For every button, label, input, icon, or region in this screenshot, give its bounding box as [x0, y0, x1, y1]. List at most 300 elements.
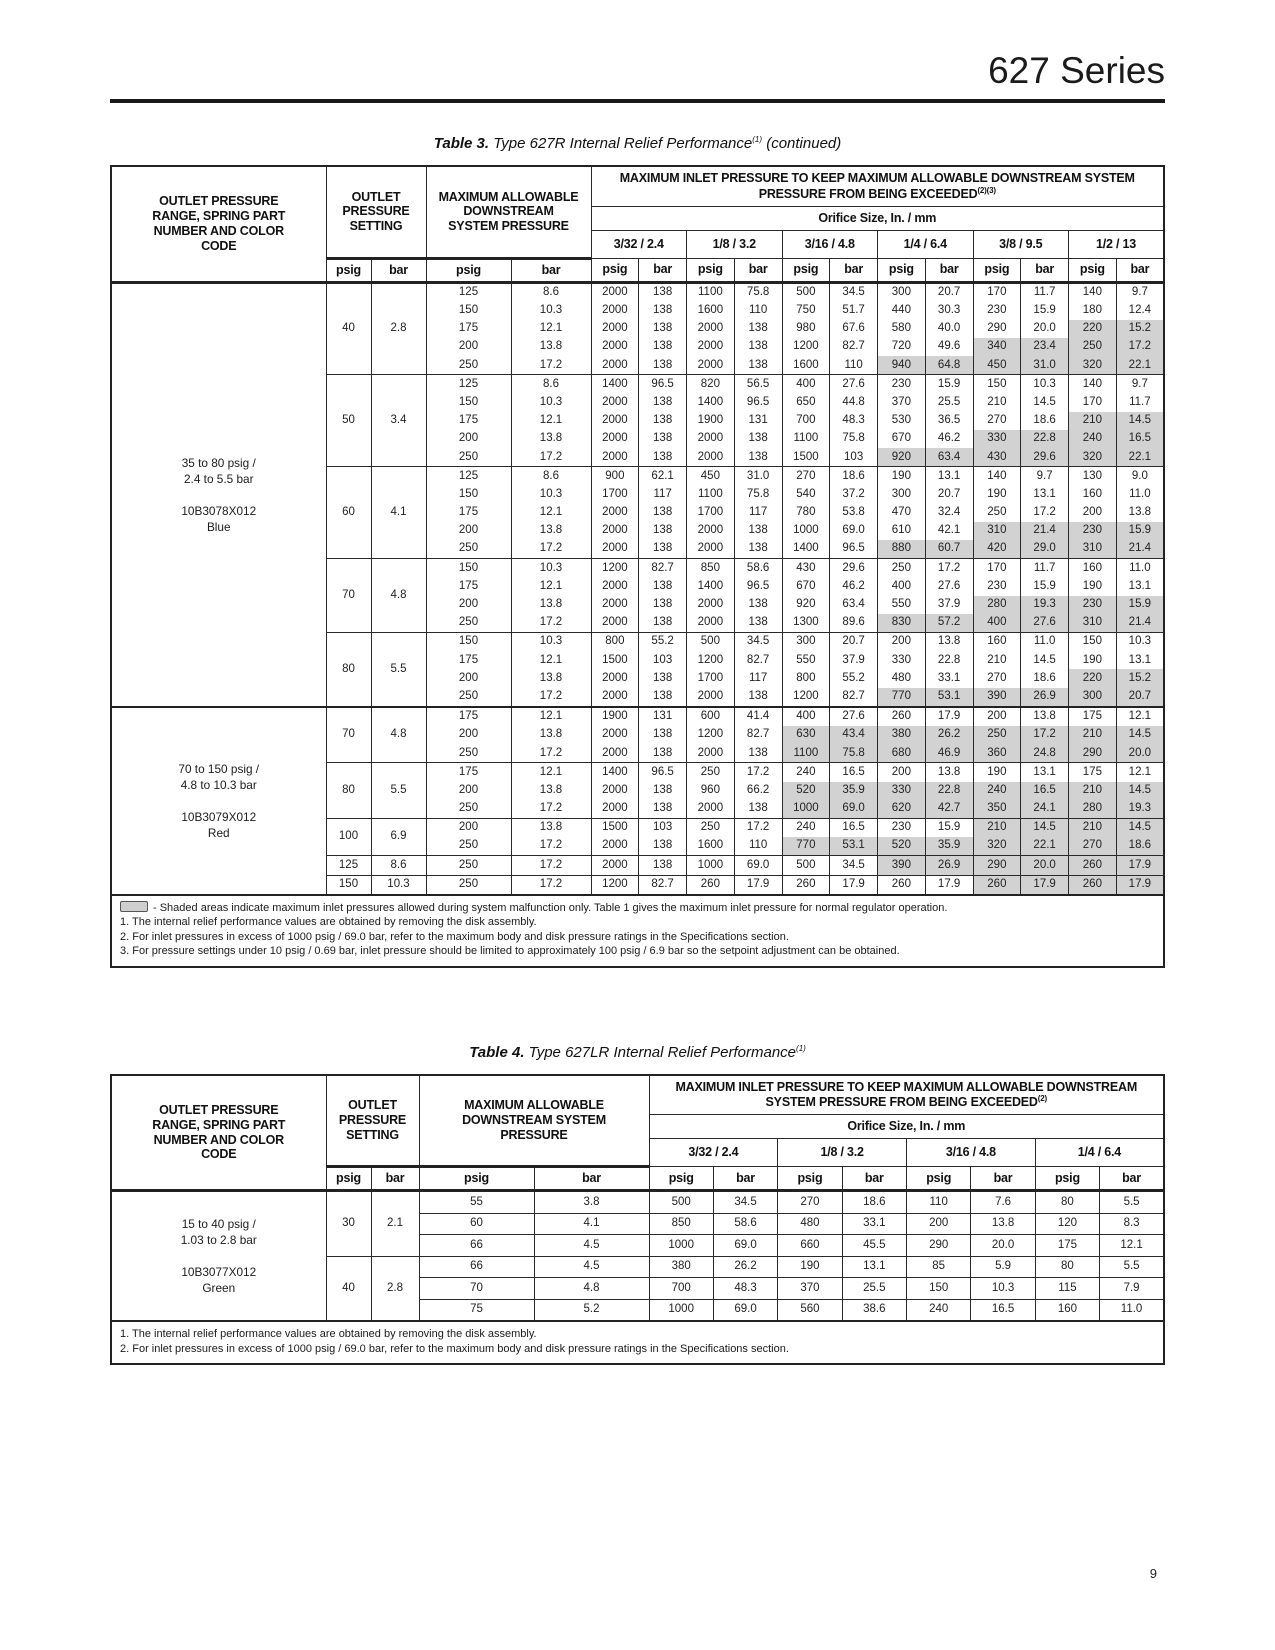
unit-header-bar: bar: [842, 1167, 906, 1191]
inlet-value-cell: 500: [782, 856, 830, 875]
inlet-value-cell: 18.6: [1116, 837, 1164, 856]
inlet-value-cell: 34.5: [830, 282, 878, 302]
inlet-value-cell: 64.8: [925, 356, 973, 375]
inlet-value-cell: 550: [878, 596, 926, 614]
madsp-psig-cell: 60: [419, 1213, 534, 1235]
madsp-bar-cell: 17.2: [511, 875, 591, 895]
inlet-value-cell: 103: [830, 448, 878, 467]
unit-header-psig: psig: [591, 258, 639, 282]
inlet-value-cell: 260: [687, 875, 735, 895]
shaded-area-legend: [120, 901, 1155, 916]
table4-caption-number: Table 4.: [469, 1043, 525, 1061]
inlet-value-cell: 46.9: [925, 744, 973, 763]
madsp-bar-cell: 13.8: [511, 430, 591, 448]
inlet-value-cell: 400: [878, 578, 926, 596]
inlet-value-cell: 160: [1035, 1299, 1099, 1321]
unit-header-psig: psig: [326, 1167, 371, 1191]
inlet-value-cell: 210: [1069, 782, 1117, 800]
outlet-range-line: 2.4 to 5.5 bar: [183, 471, 254, 486]
madsp-psig-cell: 150: [426, 633, 511, 652]
inlet-value-cell: 940: [878, 356, 926, 375]
inlet-value-cell: 300: [878, 282, 926, 302]
inlet-value-cell: 34.5: [734, 633, 782, 652]
inlet-value-cell: 115: [1035, 1278, 1099, 1300]
setting-psig-cell: 100: [326, 818, 371, 855]
inlet-value-cell: 80: [1035, 1256, 1099, 1278]
inlet-value-cell: 2000: [687, 596, 735, 614]
inlet-value-cell: 22.1: [1116, 356, 1164, 375]
inlet-value-cell: 16.5: [1021, 782, 1069, 800]
inlet-value-cell: 1200: [782, 338, 830, 356]
unit-header-psig: psig: [1069, 258, 1117, 282]
inlet-value-cell: 160: [1069, 486, 1117, 504]
madsp-bar-cell: 13.8: [511, 669, 591, 687]
setting-psig-cell: 40: [326, 1256, 371, 1321]
inlet-value-cell: 55.2: [639, 633, 687, 652]
inlet-value-cell: 69.0: [713, 1235, 777, 1257]
inlet-value-cell: 138: [734, 356, 782, 375]
unit-header-bar: bar: [1021, 258, 1069, 282]
orifice-header-cell: 1/4 / 6.4: [1035, 1139, 1164, 1167]
column-header-outlet-range: OUTLET PRESSURE RANGE, SPRING PART NUMBER AND COLOR CODE: [111, 166, 326, 282]
inlet-value-cell: 138: [734, 596, 782, 614]
setting-bar-cell: 5.5: [371, 633, 426, 707]
inlet-value-cell: 138: [639, 856, 687, 875]
inlet-value-cell: 1600: [687, 837, 735, 856]
inlet-value-cell: 190: [973, 763, 1021, 782]
outlet-range-line: 1.03 to 2.8 bar: [180, 1233, 257, 1248]
inlet-value-cell: 138: [639, 614, 687, 633]
inlet-value-cell: 2000: [687, 320, 735, 338]
setting-psig-cell: 30: [326, 1191, 371, 1257]
madsp-bar-cell: 10.3: [511, 559, 591, 578]
inlet-value-cell: 22.1: [1021, 837, 1069, 856]
outlet-range-line: 70 to 150 psig /: [178, 761, 260, 776]
inlet-value-cell: 430: [973, 448, 1021, 467]
inlet-value-cell: 2000: [591, 356, 639, 375]
madsp-psig-cell: 175: [426, 578, 511, 596]
inlet-value-cell: 320: [973, 837, 1021, 856]
inlet-value-cell: 1000: [649, 1235, 713, 1257]
orifice-header-cell: 1/8 / 3.2: [778, 1139, 907, 1167]
unit-header-psig: psig: [649, 1167, 713, 1191]
inlet-value-cell: 75.8: [734, 486, 782, 504]
inlet-value-cell: 38.6: [842, 1299, 906, 1321]
inlet-value-cell: 53.1: [830, 837, 878, 856]
column-header-madsp: MAXIMUM ALLOWABLE DOWNSTREAM SYSTEM PRESSURE: [426, 166, 591, 258]
inlet-value-cell: 96.5: [734, 394, 782, 412]
inlet-value-cell: 138: [639, 320, 687, 338]
inlet-value-cell: 400: [973, 614, 1021, 633]
table4-caption-text: Type 627LR Internal Relief Performance: [524, 1043, 797, 1061]
inlet-value-cell: 13.1: [1116, 578, 1164, 596]
inlet-value-cell: 15.9: [1116, 596, 1164, 614]
madsp-bar-cell: 12.1: [511, 707, 591, 726]
inlet-value-cell: 117: [734, 669, 782, 687]
inlet-value-cell: 55.2: [830, 669, 878, 687]
inlet-value-cell: 280: [1069, 800, 1117, 819]
madsp-bar-cell: 3.8: [534, 1191, 649, 1214]
inlet-value-cell: 190: [973, 486, 1021, 504]
inlet-value-cell: 14.5: [1116, 818, 1164, 837]
inlet-value-cell: 380: [649, 1256, 713, 1278]
inlet-value-cell: 7.9: [1100, 1278, 1164, 1300]
inlet-value-cell: 138: [639, 726, 687, 744]
inlet-value-cell: 29.6: [830, 559, 878, 578]
inlet-value-cell: 138: [639, 356, 687, 375]
inlet-value-cell: 16.5: [830, 818, 878, 837]
inlet-value-cell: 830: [878, 614, 926, 633]
inlet-value-cell: 2000: [591, 338, 639, 356]
setting-psig-cell: 60: [326, 467, 371, 559]
inlet-value-cell: 370: [878, 394, 926, 412]
inlet-value-cell: 26.9: [1021, 688, 1069, 707]
madsp-bar-cell: 4.8: [534, 1278, 649, 1300]
inlet-value-cell: 138: [734, 338, 782, 356]
inlet-value-cell: 2000: [591, 800, 639, 819]
label-spacer: [112, 1248, 326, 1264]
inlet-value-cell: 2000: [591, 412, 639, 430]
inlet-value-cell: 250: [973, 726, 1021, 744]
madsp-psig-cell: 175: [426, 320, 511, 338]
inlet-value-cell: 82.7: [830, 688, 878, 707]
inlet-value-cell: 120: [1035, 1213, 1099, 1235]
inlet-value-cell: 670: [782, 578, 830, 596]
inlet-value-cell: 500: [649, 1191, 713, 1214]
inlet-value-cell: 1000: [782, 800, 830, 819]
footnote-line: 3. For pressure settings under 10 psig / 0.69 bar, inlet pressure should be limited to approximately 100 psig / 6.9 bar so the setpoint adjustment can be obtained.: [120, 945, 900, 958]
inlet-value-cell: 2000: [591, 596, 639, 614]
inlet-value-cell: 63.4: [925, 448, 973, 467]
madsp-bar-cell: 13.8: [511, 818, 591, 837]
inlet-value-cell: 110: [734, 302, 782, 320]
inlet-value-cell: 2000: [591, 669, 639, 687]
inlet-value-cell: 700: [782, 412, 830, 430]
madsp-psig-cell: 200: [426, 726, 511, 744]
inlet-value-cell: 310: [1069, 540, 1117, 559]
inlet-value-cell: 49.6: [925, 338, 973, 356]
inlet-value-cell: 800: [591, 633, 639, 652]
madsp-bar-cell: 8.6: [511, 375, 591, 394]
inlet-value-cell: 138: [639, 540, 687, 559]
inlet-value-cell: 250: [687, 763, 735, 782]
inlet-value-cell: 31.0: [1021, 356, 1069, 375]
inlet-value-cell: 82.7: [830, 338, 878, 356]
madsp-psig-cell: 150: [426, 302, 511, 320]
footnote-line: 2. For inlet pressures in excess of 1000 psig / 69.0 bar, refer to the maximum body and disk pressure ratings in the Specifications section.: [120, 930, 789, 943]
inlet-value-cell: 2000: [687, 522, 735, 540]
inlet-value-cell: 230: [1069, 522, 1117, 540]
madsp-psig-cell: 125: [426, 375, 511, 394]
inlet-value-cell: 390: [973, 688, 1021, 707]
inlet-value-cell: 138: [639, 837, 687, 856]
madsp-psig-cell: 250: [426, 837, 511, 856]
inlet-value-cell: 20.0: [1116, 744, 1164, 763]
inlet-value-cell: 520: [782, 782, 830, 800]
inlet-value-cell: 980: [782, 320, 830, 338]
inlet-value-cell: 1600: [782, 356, 830, 375]
spring-part-number: 10B3079X012: [181, 809, 257, 824]
inlet-value-cell: 330: [973, 430, 1021, 448]
inlet-value-cell: 290: [973, 320, 1021, 338]
inlet-value-cell: 110: [907, 1191, 971, 1214]
inlet-value-cell: 2000: [591, 522, 639, 540]
inlet-value-cell: 13.8: [925, 633, 973, 652]
madsp-psig-cell: 200: [426, 522, 511, 540]
inlet-value-cell: 117: [639, 486, 687, 504]
inlet-value-cell: 41.4: [734, 707, 782, 726]
inlet-value-cell: 650: [782, 394, 830, 412]
spring-color-code: Red: [207, 825, 230, 840]
spring-color-code: Blue: [206, 519, 231, 534]
madsp-bar-cell: 8.6: [511, 282, 591, 302]
inlet-value-cell: 11.0: [1116, 486, 1164, 504]
inlet-value-cell: 15.9: [1021, 578, 1069, 596]
inlet-value-cell: 2000: [591, 726, 639, 744]
inlet-value-cell: 150: [907, 1278, 971, 1300]
madsp-bar-cell: 17.2: [511, 800, 591, 819]
inlet-value-cell: 270: [1069, 837, 1117, 856]
inlet-value-cell: 24.8: [1021, 744, 1069, 763]
setting-psig-cell: 80: [326, 633, 371, 707]
madsp-bar-cell: 4.1: [534, 1213, 649, 1235]
inlet-value-cell: 270: [973, 669, 1021, 687]
inlet-value-cell: 2000: [591, 614, 639, 633]
madsp-bar-cell: 17.2: [511, 688, 591, 707]
madsp-bar-cell: 13.8: [511, 338, 591, 356]
madsp-bar-cell: 17.2: [511, 837, 591, 856]
inlet-value-cell: 14.5: [1021, 818, 1069, 837]
inlet-value-cell: 180: [1069, 302, 1117, 320]
inlet-value-cell: 680: [878, 744, 926, 763]
inlet-value-cell: 138: [734, 800, 782, 819]
table3-caption-number: Table 3.: [433, 135, 490, 152]
inlet-value-cell: 200: [907, 1213, 971, 1235]
inlet-value-cell: 550: [782, 651, 830, 669]
inlet-value-cell: 1500: [591, 818, 639, 837]
inlet-value-cell: 7.6: [971, 1191, 1035, 1214]
inlet-value-cell: 96.5: [734, 578, 782, 596]
inlet-value-cell: 260: [1069, 856, 1117, 875]
inlet-value-cell: 200: [878, 633, 926, 652]
orifice-header-cell: 3/32 / 2.4: [591, 230, 687, 258]
inlet-value-cell: 10.3: [1116, 633, 1164, 652]
inlet-value-cell: 138: [639, 504, 687, 522]
inlet-value-cell: 18.6: [1021, 412, 1069, 430]
table-footnotes: [111, 895, 1164, 967]
madsp-psig-cell: 250: [426, 356, 511, 375]
inlet-value-cell: 2000: [591, 394, 639, 412]
inlet-value-cell: 16.5: [830, 763, 878, 782]
range-label-cell: [111, 707, 326, 895]
inlet-value-cell: 27.6: [830, 375, 878, 394]
inlet-value-cell: 1700: [687, 504, 735, 522]
inlet-value-cell: 500: [687, 633, 735, 652]
setting-bar-cell: 10.3: [371, 875, 426, 895]
inlet-value-cell: 2000: [591, 448, 639, 467]
inlet-value-cell: 230: [878, 375, 926, 394]
table4-internal-relief-performance: [110, 1074, 1165, 1366]
unit-header-bar: bar: [830, 258, 878, 282]
inlet-value-cell: 250: [878, 559, 926, 578]
madsp-bar-cell: 17.2: [511, 744, 591, 763]
unit-header-psig: psig: [973, 258, 1021, 282]
inlet-value-cell: 230: [1069, 596, 1117, 614]
unit-header-bar: bar: [734, 258, 782, 282]
inlet-value-cell: 1000: [649, 1299, 713, 1321]
inlet-value-cell: 260: [878, 707, 926, 726]
inlet-value-cell: 2000: [591, 688, 639, 707]
madsp-psig-cell: 66: [419, 1235, 534, 1257]
inlet-value-cell: 2000: [687, 430, 735, 448]
inlet-value-cell: 138: [639, 282, 687, 302]
setting-psig-cell: 40: [326, 282, 371, 375]
madsp-psig-cell: 200: [426, 669, 511, 687]
inlet-value-cell: 27.6: [1021, 614, 1069, 633]
madsp-bar-cell: 13.8: [511, 782, 591, 800]
inlet-value-cell: 175: [1069, 707, 1117, 726]
madsp-psig-cell: 200: [426, 430, 511, 448]
inlet-value-cell: 820: [687, 375, 735, 394]
inlet-value-cell: 20.7: [925, 486, 973, 504]
inlet-value-cell: 66.2: [734, 782, 782, 800]
inlet-value-cell: 2000: [591, 320, 639, 338]
madsp-bar-cell: 10.3: [511, 486, 591, 504]
inlet-value-cell: 480: [878, 669, 926, 687]
inlet-value-cell: 440: [878, 302, 926, 320]
inlet-value-cell: 270: [782, 467, 830, 486]
inlet-value-cell: 2000: [591, 744, 639, 763]
column-header-max-inlet: MAXIMUM INLET PRESSURE TO KEEP MAXIMUM ALLOWABLE DOWNSTREAM SYSTEM PRESSURE FROM BEING EXCEEDED$^{(2)}$: [649, 1075, 1164, 1115]
inlet-value-cell: 5.5: [1100, 1191, 1164, 1214]
setting-psig-cell: 150: [326, 875, 371, 895]
inlet-value-cell: 230: [973, 302, 1021, 320]
inlet-value-cell: 200: [1069, 504, 1117, 522]
inlet-value-cell: 600: [687, 707, 735, 726]
inlet-value-cell: 13.1: [925, 467, 973, 486]
inlet-value-cell: 210: [1069, 726, 1117, 744]
page-number: 9: [1149, 1566, 1157, 1581]
unit-header-bar: bar: [371, 1167, 419, 1191]
inlet-value-cell: 780: [782, 504, 830, 522]
inlet-value-cell: 320: [1069, 448, 1117, 467]
inlet-value-cell: 29.0: [1021, 540, 1069, 559]
unit-header-psig: psig: [778, 1167, 842, 1191]
inlet-value-cell: 290: [907, 1235, 971, 1257]
inlet-value-cell: 131: [734, 412, 782, 430]
inlet-value-cell: 1400: [591, 763, 639, 782]
unit-header-psig: psig: [1035, 1167, 1099, 1191]
inlet-value-cell: 17.9: [925, 707, 973, 726]
madsp-bar-cell: 8.6: [511, 467, 591, 486]
inlet-value-cell: 36.5: [925, 412, 973, 430]
inlet-value-cell: 21.4: [1021, 522, 1069, 540]
inlet-value-cell: 29.6: [1021, 448, 1069, 467]
inlet-value-cell: 20.0: [971, 1235, 1035, 1257]
inlet-value-cell: 700: [649, 1278, 713, 1300]
inlet-value-cell: 35.9: [830, 782, 878, 800]
inlet-value-cell: 750: [782, 302, 830, 320]
table3-caption-tail: (continued): [762, 135, 842, 152]
madsp-psig-cell: 175: [426, 504, 511, 522]
inlet-value-cell: 11.0: [1100, 1299, 1164, 1321]
inlet-value-cell: 103: [639, 818, 687, 837]
inlet-value-cell: 13.1: [1021, 763, 1069, 782]
inlet-value-cell: 40.0: [925, 320, 973, 338]
madsp-psig-cell: 250: [426, 800, 511, 819]
inlet-value-cell: 210: [973, 651, 1021, 669]
unit-header-psig: psig: [878, 258, 926, 282]
inlet-value-cell: 33.1: [925, 669, 973, 687]
inlet-value-cell: 240: [782, 763, 830, 782]
madsp-bar-cell: 13.8: [511, 726, 591, 744]
setting-psig-cell: 70: [326, 707, 371, 763]
inlet-value-cell: 19.3: [1021, 596, 1069, 614]
madsp-bar-cell: 12.1: [511, 320, 591, 338]
inlet-value-cell: 260: [973, 875, 1021, 895]
outlet-range-line: 15 to 40 psig /: [181, 1217, 256, 1232]
madsp-psig-cell: 175: [426, 412, 511, 430]
inlet-value-cell: 14.5: [1021, 394, 1069, 412]
inlet-value-cell: 21.4: [1116, 614, 1164, 633]
inlet-value-cell: 138: [734, 522, 782, 540]
madsp-bar-cell: 17.2: [511, 856, 591, 875]
unit-header-psig: psig: [907, 1167, 971, 1191]
inlet-value-cell: 60.7: [925, 540, 973, 559]
inlet-value-cell: 250: [973, 504, 1021, 522]
inlet-value-cell: 138: [639, 596, 687, 614]
inlet-value-cell: 280: [973, 596, 1021, 614]
inlet-value-cell: 20.7: [925, 282, 973, 302]
inlet-value-cell: 103: [639, 651, 687, 669]
footnote-line: 2. For inlet pressures in excess of 1000 psig / 69.0 bar, refer to the maximum body and disk pressure ratings in the Specifications section.: [120, 1342, 789, 1355]
inlet-value-cell: 2000: [687, 800, 735, 819]
inlet-value-cell: 11.7: [1021, 282, 1069, 302]
inlet-value-cell: 800: [782, 669, 830, 687]
inlet-value-cell: 48.3: [713, 1278, 777, 1300]
inlet-value-cell: 300: [878, 486, 926, 504]
inlet-value-cell: 1700: [687, 669, 735, 687]
table3-internal-relief-performance: [110, 165, 1165, 968]
inlet-value-cell: 190: [1069, 651, 1117, 669]
inlet-value-cell: 15.9: [925, 375, 973, 394]
inlet-value-cell: 480: [778, 1213, 842, 1235]
inlet-value-cell: 96.5: [830, 540, 878, 559]
unit-header-psig: psig: [426, 258, 511, 282]
inlet-value-cell: 370: [778, 1278, 842, 1300]
inlet-value-cell: 53.1: [925, 688, 973, 707]
inlet-value-cell: 14.5: [1116, 412, 1164, 430]
inlet-value-cell: 900: [591, 467, 639, 486]
inlet-value-cell: 200: [973, 707, 1021, 726]
inlet-value-cell: 1400: [782, 540, 830, 559]
setting-psig-cell: 125: [326, 856, 371, 875]
madsp-psig-cell: 55: [419, 1191, 534, 1214]
inlet-value-cell: 2000: [591, 282, 639, 302]
inlet-value-cell: 138: [639, 338, 687, 356]
inlet-value-cell: 110: [734, 837, 782, 856]
inlet-value-cell: 220: [1069, 320, 1117, 338]
range-label-cell: [111, 282, 326, 707]
orifice-header-cell: 3/16 / 4.8: [782, 230, 878, 258]
inlet-value-cell: 67.6: [830, 320, 878, 338]
inlet-value-cell: 2000: [687, 614, 735, 633]
madsp-bar-cell: 12.1: [511, 412, 591, 430]
inlet-value-cell: 138: [734, 430, 782, 448]
inlet-value-cell: 42.7: [925, 800, 973, 819]
footnote-line: 1. The internal relief performance values are obtained by removing the disk assembly.: [120, 1328, 537, 1341]
madsp-bar-cell: 13.8: [511, 596, 591, 614]
